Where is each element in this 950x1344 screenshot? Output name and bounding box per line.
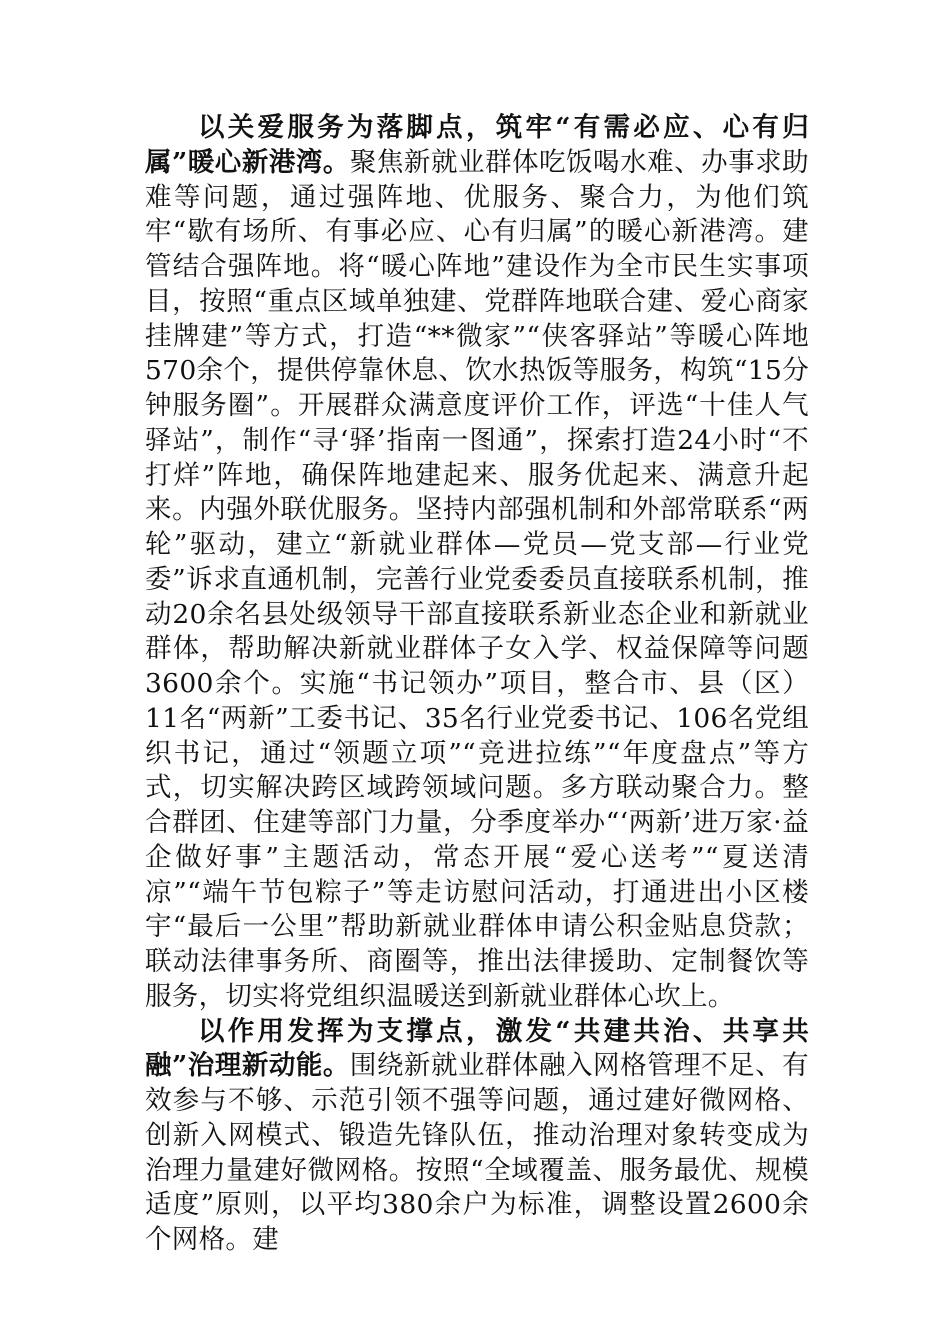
paragraph-lead-heading: 以作用发挥为支撑点，激发“共建共治、共享共融”治理新动能。 (145, 1015, 809, 1082)
paragraph-lead-heading: 以关爱服务为落脚点，筑牢“有需必应、心有归属”暖心新港湾。 (145, 112, 809, 178)
paragraph-body-text: 围绕新就业群体融入网格管理不足、有效参与不够、示范引领不强等问题，通过建好微网格、创新入网模式、锻造先锋队伍，推动治理对象转变成为治理力量建好微网格。按照“全域覆盖、服务最优、规模适度”原则，以平均380余户为标准，调整设置2600余个网格。建 (145, 1050, 809, 1255)
paragraph-body-text: 聚焦新就业群体吃饭喝水难、办事求助难等问题，通过强阵地、优服务、聚合力，为他们筑牢“歇有场所、有事必应、心有归属”的暖心新港湾。建管结合强阵地。将“暖心阵地”建设作为全市民生实事项目，按照“重点区域单独建、党群阵地联合建、爱心商家挂牌建”等方式，打造“**微家”“侠客驿站”等暖心阵地570余个，提供停靠休息、饮水热饭等服务，构筑“15分钟服务圈”。开展群众满意度评价工作，评选“十佳人气驿站”，制作“寻‘驿’指南一图通”，探索打造24小时“不打烊”阵地，确保阵地建起来、服务优起来、满意升起来。内强外联优服务。坚持内部强机制和外部常联系“两轮”驱动，建立“新就业群体—党员—党支部—行业党委”诉求直通机制，完善行业党委委员直接联系机制，推动20余名县处级领导干部直接联系新业态企业和新就业群体，帮助解决新就业群体子女入学、权益保障等问题3600余个。实施“书记领办”项目，整合市、县（区）11名“两新”工委书记、35名行业党委书记、106名党组织书记，通过“领题立项”“竞进拉练”“年度盘点”等方式，切实解决跨区域跨领域问题。多方联动聚合力。整合群团、住建等部门力量，分季度举办“‘两新’进万家·益企做好事”主题活动，常态开展“爱心送考”“夏送清凉”“端午节包粽子”等走访慰问活动，打通进出小区楼宇“最后一公里”帮助新就业群体申请公积金贴息贷款；联动法律事务所、商圈等，推出法律援助、定制餐饮等服务，切实将党组织温暖送到新就业群体心坎上。 (145, 146, 809, 1012)
paragraph-governance-role (145, 1015, 809, 1258)
paragraph-caring-service (145, 111, 809, 1015)
document-body (145, 111, 809, 1258)
